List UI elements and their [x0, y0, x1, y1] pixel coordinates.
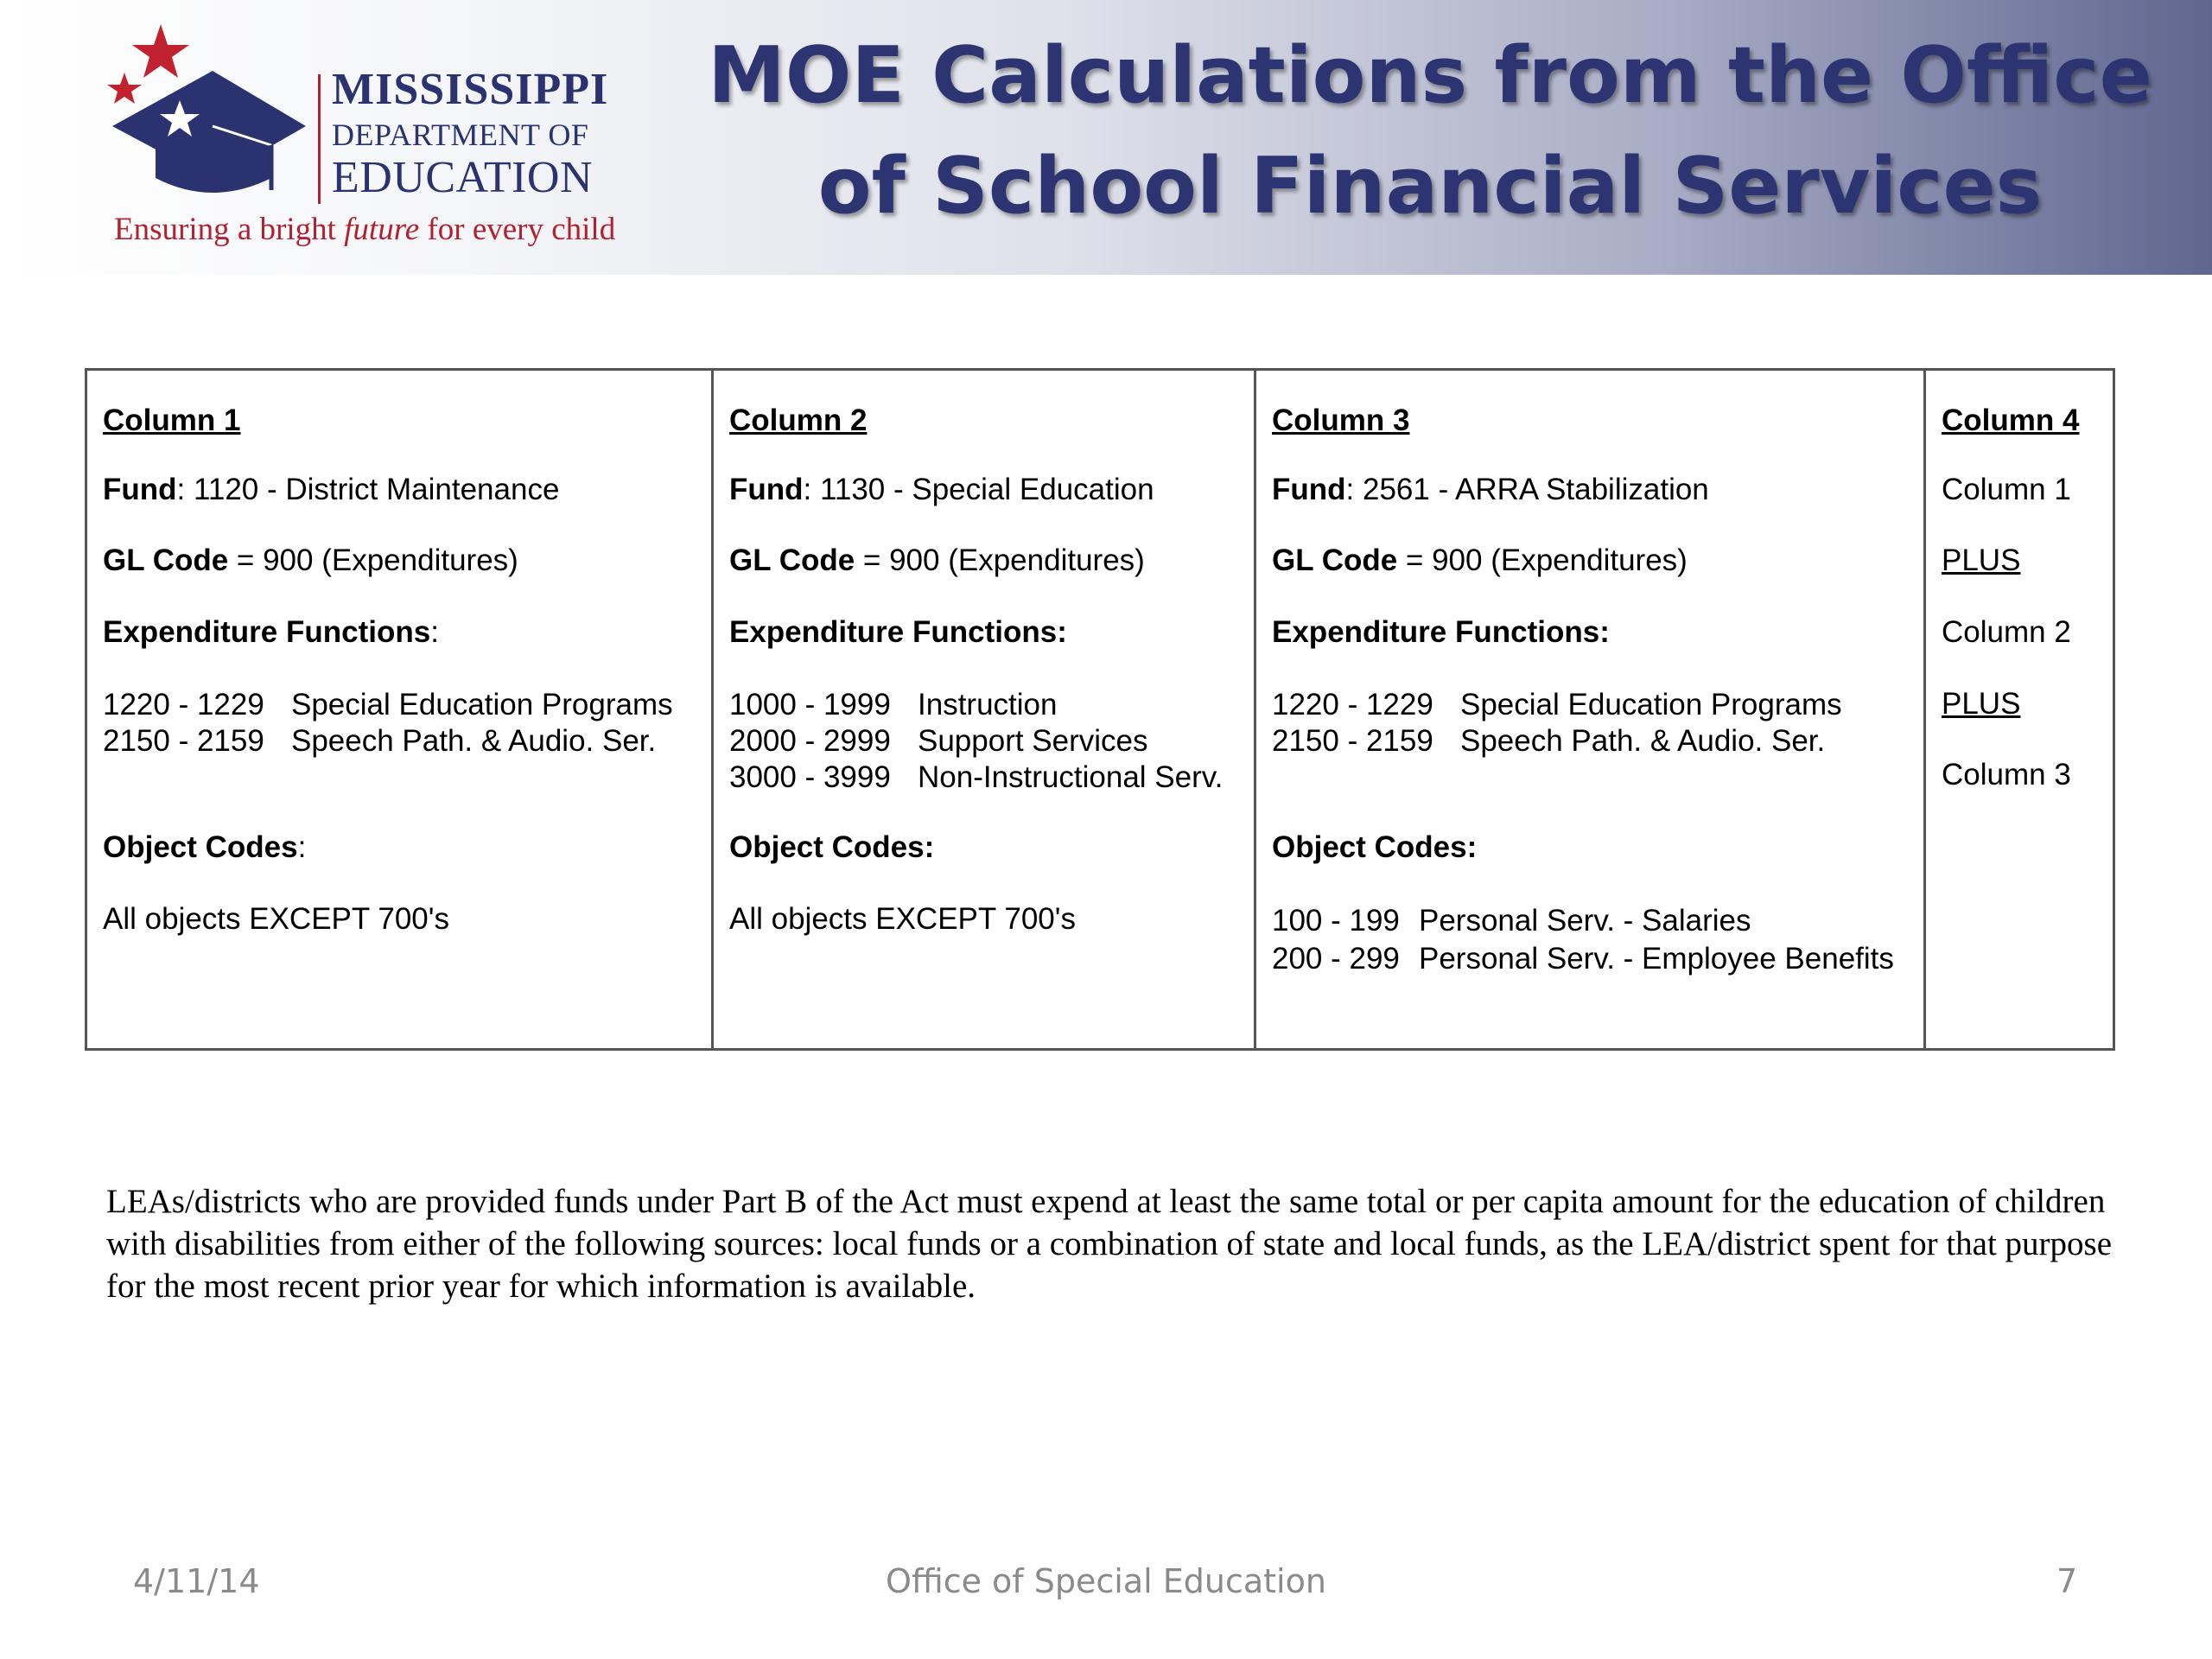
functions-label: Expenditure Functions	[103, 615, 431, 649]
title-line-2: of School Financial Services	[817, 141, 2043, 232]
fund-value: : 2561 - ARRA Stabilization	[1345, 473, 1709, 506]
mde-logo	[102, 16, 638, 266]
object-desc: Personal Serv. - Salaries	[1419, 904, 1751, 938]
table-column-3	[1256, 371, 1926, 1048]
moe-table	[85, 368, 2115, 1051]
functions-heading: Expenditure Functions:	[729, 615, 1067, 649]
object-codes-list	[1272, 902, 1894, 978]
functions-heading	[103, 615, 439, 650]
table-column-1	[87, 371, 714, 1048]
tagline-part: Ensuring a bright	[114, 212, 345, 247]
function-code: 2150 - 2159	[103, 724, 264, 758]
function-desc: Instruction	[918, 688, 1058, 721]
list-item	[103, 687, 673, 723]
object-desc: Personal Serv. - Employee Benefits	[1419, 942, 1894, 976]
list-item	[729, 687, 1223, 723]
function-code: 3000 - 3999	[729, 760, 891, 794]
gl-label: GL Code	[103, 543, 229, 577]
footer-date: 4/11/14	[133, 1562, 260, 1600]
functions-list	[103, 687, 673, 760]
function-desc: Special Education Programs	[1460, 688, 1842, 721]
function-desc: Speech Path. & Audio. Ser.	[1460, 724, 1826, 758]
fund-label: Fund	[729, 473, 804, 506]
fund-line	[103, 473, 559, 507]
object-codes-heading: Object Codes:	[1272, 830, 1478, 864]
gl-label: GL Code	[729, 543, 855, 577]
column-heading: Column 1	[103, 404, 241, 437]
object-codes-label: Object Codes	[103, 830, 298, 864]
gl-value: = 900 (Expenditures)	[855, 543, 1145, 577]
list-item	[103, 723, 673, 760]
object-codes-suffix: :	[297, 830, 307, 864]
fund-line	[729, 473, 1154, 507]
logo-line-2: DEPARTMENT OF	[332, 118, 589, 152]
tagline-italic: future	[344, 212, 420, 247]
object-codes-value: All objects EXCEPT 700's	[103, 902, 449, 936]
sum-item: Column 1	[1942, 473, 2071, 506]
plus-operator: PLUS	[1942, 543, 2021, 577]
function-code: 2150 - 2159	[1272, 724, 1433, 758]
object-codes-value: All objects EXCEPT 700's	[729, 902, 1076, 936]
sum-item: Column 3	[1942, 758, 2071, 791]
column-heading: Column 3	[1272, 404, 1410, 437]
function-code: 1220 - 1229	[103, 688, 264, 721]
object-codes-heading	[103, 830, 306, 865]
fund-value: : 1120 - District Maintenance	[176, 473, 560, 506]
list-item	[1272, 723, 1842, 760]
header-banner	[0, 0, 2212, 275]
table-column-2	[714, 371, 1256, 1048]
plus-operator: PLUS	[1942, 687, 2021, 721]
column-heading: Column 2	[729, 404, 868, 437]
page-number: 7	[2056, 1562, 2078, 1600]
function-code: 2000 - 2999	[729, 724, 891, 758]
functions-list	[729, 687, 1223, 796]
gl-label: GL Code	[1272, 543, 1398, 577]
function-code: 1000 - 1999	[729, 688, 891, 721]
fund-value: : 1130 - Special Education	[803, 473, 1154, 506]
object-codes-heading: Object Codes:	[729, 830, 935, 864]
footer-center: Office of Special Education	[886, 1562, 1326, 1600]
fund-label: Fund	[1272, 473, 1346, 506]
fund-line	[1272, 473, 1709, 507]
function-desc: Special Education Programs	[291, 688, 673, 721]
function-desc: Non-Instructional Serv.	[918, 760, 1224, 794]
gl-code-line	[103, 543, 518, 578]
page-title	[683, 21, 2177, 242]
gl-value: = 900 (Expenditures)	[1397, 543, 1688, 577]
logo-line-3: EDUCATION	[332, 153, 594, 202]
list-item	[1272, 687, 1842, 723]
table-column-4	[1926, 371, 2113, 1048]
tagline-part: for every child	[419, 212, 616, 247]
column-heading: Column 4	[1942, 404, 2080, 437]
sum-item: Column 2	[1942, 615, 2071, 649]
gl-code-line	[729, 543, 1145, 578]
list-item	[1272, 902, 1894, 940]
list-item	[1272, 940, 1894, 978]
logo-line-1: MISSISSIPPI	[332, 65, 609, 114]
object-code: 100 - 199	[1272, 904, 1400, 938]
title-line-1: MOE Calculations from the Office	[708, 30, 2152, 121]
function-code: 1220 - 1229	[1272, 688, 1433, 721]
functions-list	[1272, 687, 1842, 760]
function-desc: Support Services	[918, 724, 1148, 758]
fund-label: Fund	[103, 473, 177, 506]
function-desc: Speech Path. & Audio. Ser.	[291, 724, 657, 758]
gl-value: = 900 (Expenditures)	[228, 543, 518, 577]
graduation-cap-icon	[102, 16, 327, 206]
object-code: 200 - 299	[1272, 942, 1400, 976]
logo-tagline	[114, 211, 615, 248]
gl-code-line	[1272, 543, 1688, 578]
logo-wordmark	[332, 67, 608, 200]
functions-heading: Expenditure Functions:	[1272, 615, 1610, 649]
functions-suffix: :	[430, 615, 439, 649]
list-item	[729, 760, 1223, 796]
moe-requirement-paragraph: LEAs/districts who are provided funds under Part B of the Act must expend at least the same total or per capita amount for the education of children with disabilities from either of the following sources: local funds or a combination of state and local funds, as the LEA/district spent for that purpose for the most recent prior year for which information is available.	[106, 1183, 2113, 1305]
list-item	[729, 723, 1223, 760]
logo-divider	[318, 74, 323, 204]
